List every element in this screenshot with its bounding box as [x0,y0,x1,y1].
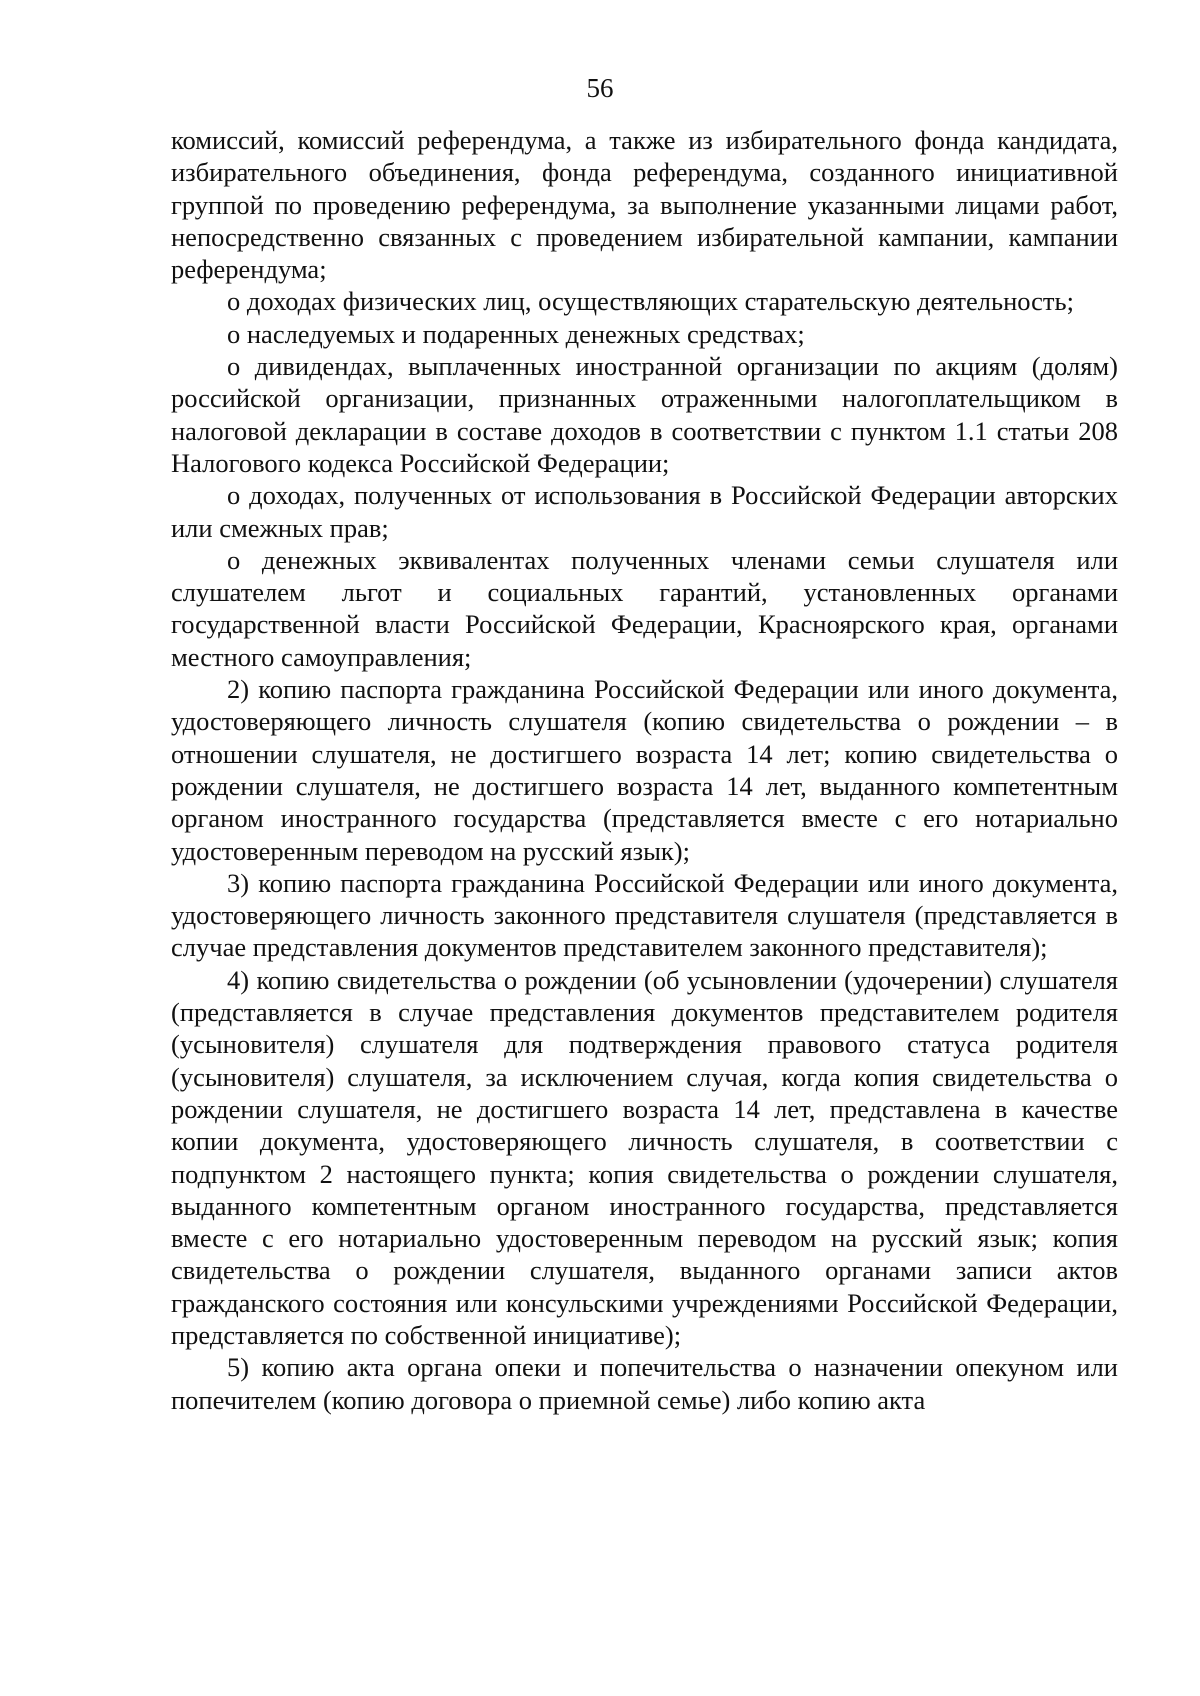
document-body [171,124,1118,1416]
paragraph-inherited-funds: о наследуемых и подаренных денежных средствах; [227,318,805,349]
paragraph-item-4-birth-certificate: 4) копию свидетельства о рождении (об усыновлении (удочерении) слушателя (представляется в случае представления документов представителем родителя (усыновителя) слушателя для подтверждения правового статуса родителя (усыновителя) слушателя, за исключением случая, когда копия свидетельства о рождении слушателя, не достигшего возраста 14 лет, представлена в качестве копии документа, удостоверяющего личность слушателя, в соответствии с подпунктом 2 настоящего пункта; копия свидетельства о рождении слушателя, выданного компетентным органом иностранного государства, представляется вместе с его нотариально удостоверенным переводом на русский язык; копия свидетельства о рождении слушателя, выданного органами записи актов гражданского состояния или консульскими учреждениями Российской Федерации, представляется по собственной инициативе); [171,964,1118,1350]
paragraph-item-5-guardianship-act: 5) копию акта органа опеки и попечительства о назначении опекуном или попечителем (копию договора о приемной семье) либо копию акта [171,1352,1118,1415]
paragraph-item-2-passport: 2) копию паспорта гражданина Российской Федерации или иного документа, удостоверяющего личность слушателя (копию свидетельства о рождении – в отношении слушателя, не достигшего возраста 14 лет; копию свидетельства о рождении слушателя, не достигшего возраста 14 лет, выданного компетентным органом иностранного государства (представляется вместе с его нотариально удостоверенным переводом на русский язык); [171,674,1118,866]
paragraph-prospector-income: о доходах физических лиц, осуществляющих старательскую деятельность; [227,286,1074,317]
paragraph-copyright-income: о доходах, полученных от использования в Российской Федерации авторских или смежных прав; [171,480,1118,543]
paragraph-item-3-representative-passport: 3) копию паспорта гражданина Российской Федерации или иного документа, удостоверяющего личность законного представителя слушателя (представляется в случае представления документов представителем законного представителя); [171,867,1118,963]
page-number: 56 [586,73,614,103]
paragraph-continuation: комиссий, комиссий референдума, а также из избирательного фонда кандидата, избирательного объединения, фонда референдума, созданного инициативной группой по проведению референдума, за выполнение указанными лицами работ, непосредственно связанных с проведением избирательной кампании, кампании референдума; [171,125,1118,285]
paragraph-dividends: о дивидендах, выплаченных иностранной организации по акциям (долям) российской организации, признанных отраженными налогоплательщиком в налоговой декларации в составе доходов в соответствии с пунктом 1.1 статьи 208 Налогового кодекса Российской Федерации; [171,351,1118,478]
paragraph-monetary-equivalents: о денежных эквивалентах полученных членами семьи слушателя или слушателем льгот и социальных гарантий, установленных органами государственной власти Российской Федерации, Красноярского края, органами местного самоуправления; [171,544,1118,672]
